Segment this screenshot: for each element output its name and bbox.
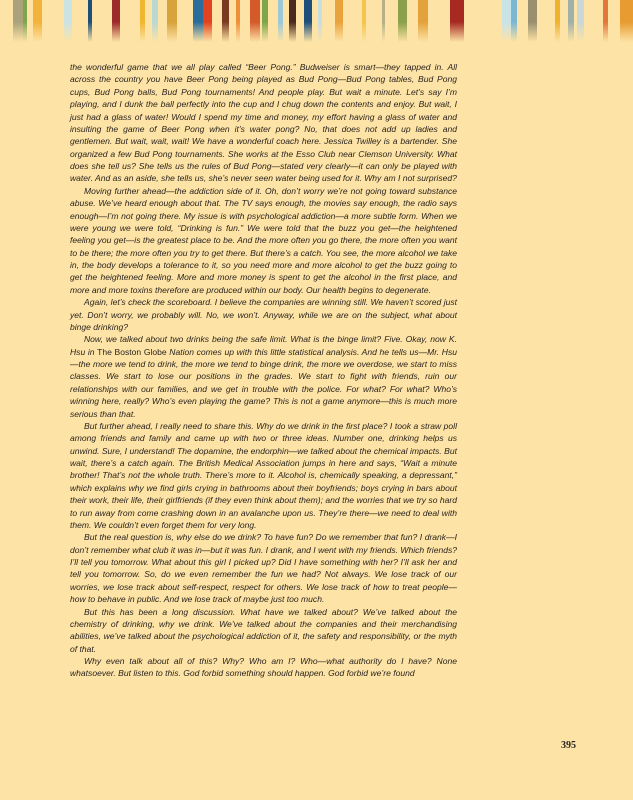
decorative-color-stripes xyxy=(0,0,633,42)
page-number: 395 xyxy=(561,740,576,751)
paragraph: Again, let’s check the scoreboard. I believe the companies are winning still. We haven’t scored just yet. Don’t worry, we probably will. No, we won’t. Anyway, while we are on the subject, what about binge drinking? xyxy=(70,297,457,332)
paragraph-text: Nation comes up with this little statistical analysis. And he tells us—Mr. Hsu—the more we tend to drink, the more we tend to binge drink, the more we overdose, we start to miss classes. We start to lose our positions in the grades. We start to fight with friends, ruin our relationships with our families, and we get in trouble with the police. For what? For what? Who’s winning here, really? Who’s even playing the game? This is not a game anymore—this is much more serious than that. xyxy=(70,346,457,419)
publication-name: The Boston Globe xyxy=(97,346,167,357)
paragraph: Why even talk about all of this? Why? Who am I? Who—what authority do I have? None whatsoever. But listen to this. God forbid something should happen. God forbid we’re found xyxy=(70,656,457,679)
paragraph-text: Now, we talked about two drinks being the safe limit. What is the binge limit? Five. Okay, now K. Hsu in xyxy=(70,334,457,357)
paragraph: the wonderful game that we all play called “Beer Pong.” Budweiser is smart—they tapped in. All across the country you have Beer Pong being played as Bud Pong—Bud Pong tables, Bud Pong cups, Bud Pong balls, Bud Pong tournaments! And people play. But wait a minute. Let’s say I’m playing, and I dunk the ball perfectly into the cup and I chug down the contents and enjoy. But wait, I just had a glass of water! Would I spend my time and money, my effort having a glass of water and insulting the game of Beer Pong when it’s water pong? No, that does not add up ladies and gentlemen. But wait, wait, wait! We have a wonderful coach here. Jessica Twilley is a bartender. She organized a few Bud Pong tournaments. She works at the Esso Club near Clemson University. What does she tell us? She tells us the rules of Bud Pong—stated very clearly—it can only be played with water. And as an aside, she tells us, she’s never seen water being used for it. Why am I not surprised? xyxy=(70,62,457,184)
paragraph: Moving further ahead—the addiction side of it. Oh, don’t worry we’re not going toward substance abuse. We’ve heard enough about that. The TV says enough, the movies say enough, the radio says enough—I’m not going there. My issue is with psychological addiction—a more subtle form. When we were young we were told, “Drinking is fun.” We were told that the buzz you get—the heightened feeling you get—is the greatest place to be. And the more often you go there, the more often you want to be there; the more often you try to get there. But there’s a catch. You see, the more alcohol we take in, the body develops a tolerance to it, so you need more and more alcohol to get the buzz going to get the heightened feeling. More and more money is spent to get the alcohol in the first place, and more and more toxins therefore are produced within our body. Our health begins to degenerate. xyxy=(70,185,457,295)
paragraph xyxy=(70,333,457,420)
body-text xyxy=(70,61,457,680)
paragraph: But further ahead, I really need to share this. Why do we drink in the first place? I took a straw poll among friends and family and came up with two or three ideas. Number one, drinking helps us unwind. Sure, I understand! The dopamine, the endorphin—we talked about the chemical impacts. But wait, there’s a catch again. The British Medical Association jumps in here and says, “Wait a minute brother! That’s not the whole truth. There’s more to it. Alcohol is, chemically speaking, a depressant,” which explains why we find girls crying in bathrooms about their boyfriends; boys crying in bars about their work, their life, their girlfriends (if they even think about them); and the worries that we try so hard to run away from come crashing down in an avalanche upon us. They’re there—we need to deal with them. We couldn’t even forget them for very long. xyxy=(70,420,457,530)
paragraph: But the real question is, why else do we drink? To have fun? Do we remember that fun? I drank—I don’t remember what club it was in—but it was fun. I drank, and I went with my friends. Which friends? I’ll tell you tomorrow. What about this girl I picked up? Did I have something with her? I’ll ask her and tell you tomorrow. So, do we even remember the fun we had? Not always. We lose track of our worries, we lose track about self-respect, respect for others. We lose track of how to treat people—how to behave in public. And we lose track of maybe just too much. xyxy=(70,532,457,605)
stripe-fade xyxy=(0,22,633,42)
paragraph: But this has been a long discussion. What have we talked about? We’ve talked about the chemistry of drinking, why we drink. We’ve talked about the companies and their merchandising abilities, we’ve talked about the psychological addiction of it, the safety and responsibility, or the myth of that. xyxy=(70,606,457,654)
